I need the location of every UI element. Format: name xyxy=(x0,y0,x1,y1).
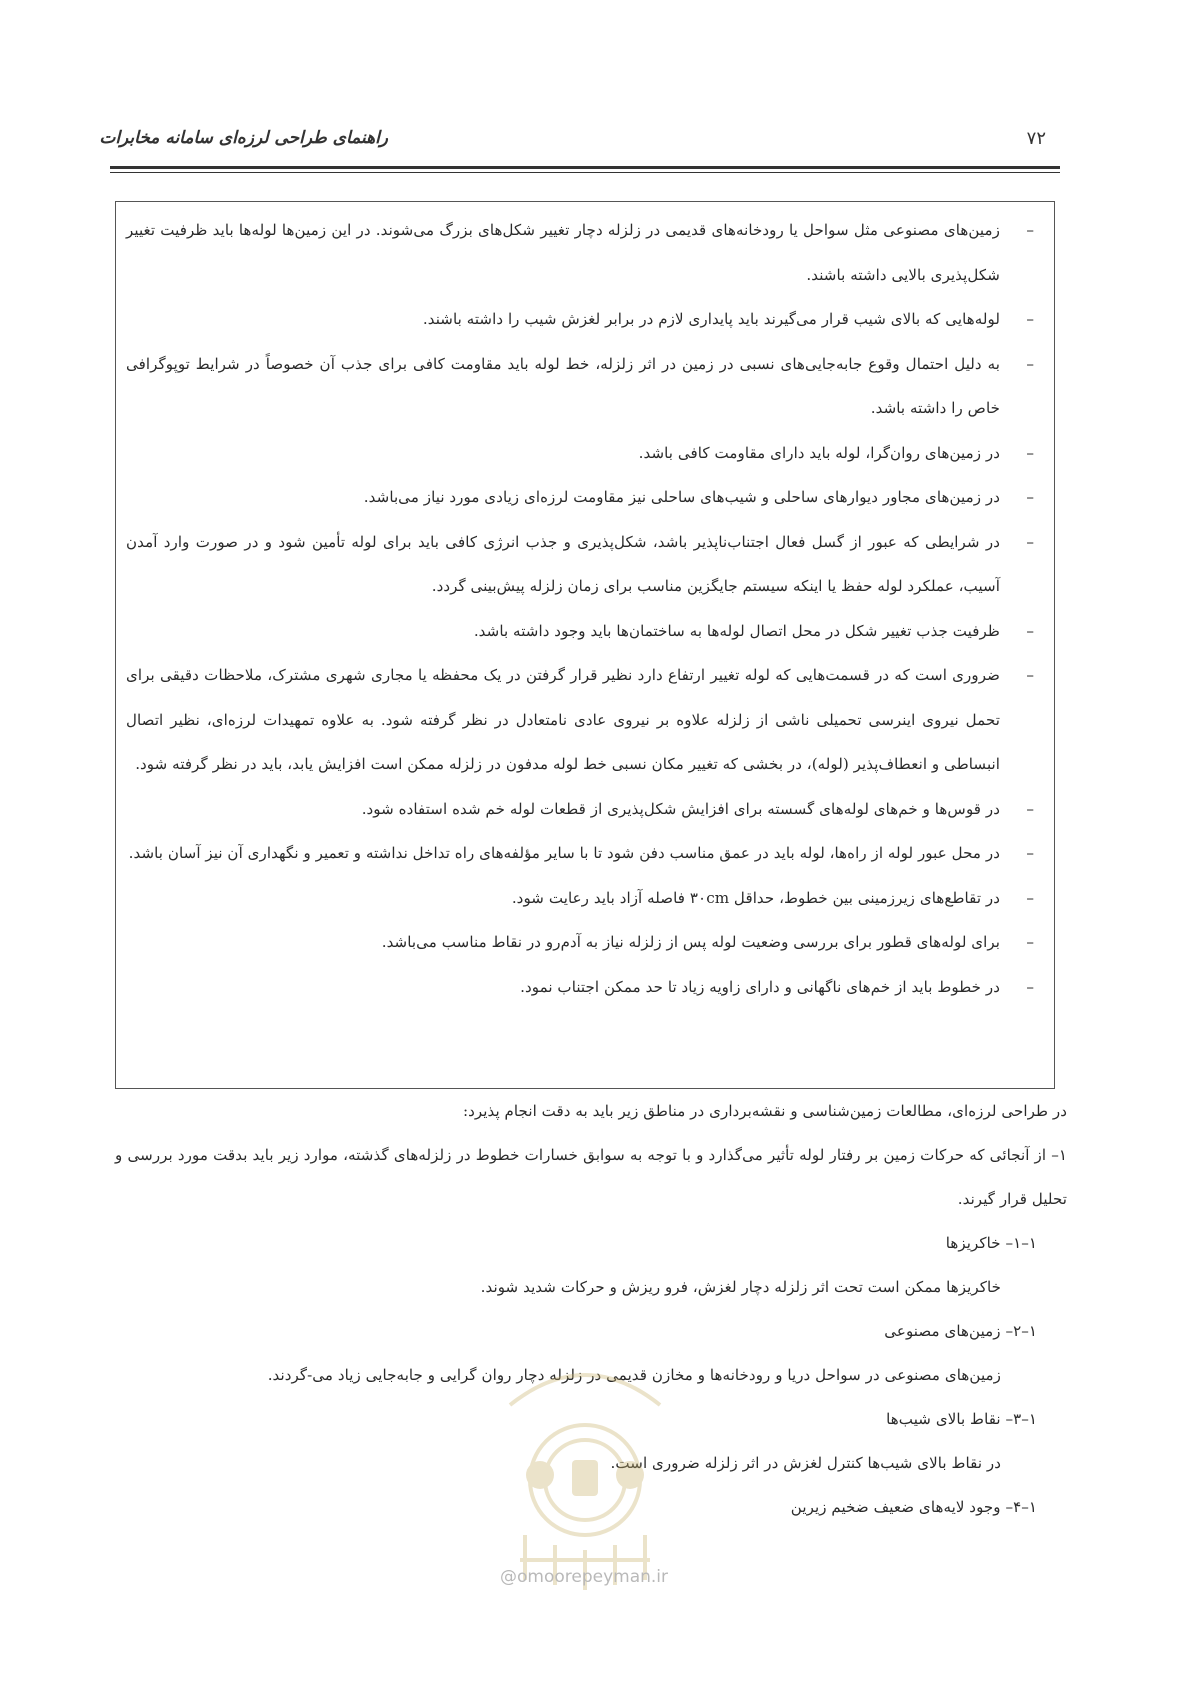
list-item: – زمین‌های مصنوعی مثل سواحل یا رودخانه‌های قدیمی در زلزله دچار تغییر شکل‌های بزرگ می‌شوند. در این زمین‌ها لوله‌ها باید ظرفیت تغییر شکل‌پذیری بالایی داشته باشند. xyxy=(126,208,1042,297)
watermark-url: @omoorepeyman.ir xyxy=(500,1567,669,1587)
dash-bullet: – xyxy=(1026,799,1034,818)
list-item: – در خطوط باید از خم‌های ناگهانی و دارای زاویه زیاد تا حد ممکن اجتناب نمود. xyxy=(126,965,1042,1010)
intro-paragraph: در طراحی لرزه‌ای، مطالعات زمین‌شناسی و نقشه‌برداری در مناطق زیر باید به دقت انجام پذیرد: xyxy=(463,1102,1067,1120)
subsection-heading: ۱–۳– نقاط بالای شیب‌ها xyxy=(886,1410,1037,1428)
dash-bullet: – xyxy=(1026,977,1034,996)
subsection-heading: ۱–۲– زمین‌های مصنوعی xyxy=(884,1322,1037,1340)
list-item: – در قوس‌ها و خم‌های لوله‌های گسسته برای افزایش شکل‌پذیری از قطعات لوله خم شده استفاده شود. xyxy=(126,787,1042,832)
dash-bullet: – xyxy=(1026,221,1034,239)
requirements-box xyxy=(115,201,1055,1089)
subsection-heading: ۱–۴– وجود لایه‌های ضعیف ضخیم زیرین xyxy=(790,1498,1037,1516)
subsection-heading: ۱–۱– خاکریزها xyxy=(945,1234,1037,1252)
dash-bullet: – xyxy=(1026,621,1034,640)
list-item: – در زمین‌های مجاور دیوارهای ساحلی و شیب‌های ساحلی نیز مقاومت لرزه‌ای زیادی مورد نیاز می‌باشد. xyxy=(126,475,1042,520)
page-header xyxy=(99,118,1058,149)
header-rule-thick xyxy=(110,166,1060,169)
dash-bullet: – xyxy=(1026,666,1034,684)
dash-bullet: – xyxy=(1026,844,1034,862)
list-item: – در محل عبور لوله از راه‌ها، لوله باید در عمق مناسب دفن شود تا با سایر مؤلفه‌های راه تداخل نداشته و تعمیر و نگهداری آن نیز آسان باشد. xyxy=(126,831,1042,876)
list-item: – در تقاطع‌های زیرزمینی بین خطوط، حداقل ۳۰cm فاصله آزاد باید رعایت شود. xyxy=(126,876,1042,921)
list-item: – در شرایطی که عبور از گسل فعال اجتناب‌ناپذیر باشد، شکل‌پذیری و جذب انرژی کافی باید برای لوله تأمین شود و در صورت وارد آمدن آسیب، عملکرد لوله حفظ یا اینکه سیستم جایگزین مناسب برای زمان زلزله پیش‌بینی گردد. xyxy=(126,520,1042,609)
requirements-list xyxy=(126,208,1042,1009)
dash-bullet: – xyxy=(1026,532,1034,551)
dash-bullet: – xyxy=(1026,933,1034,951)
subsection-text: خاکریزها ممکن است تحت اثر زلزله دچار لغزش، فرو ریزش و حرکات شدید شوند. xyxy=(480,1278,1001,1296)
list-item: – ضروری است که در قسمت‌هایی که لوله تغییر ارتفاع دارد نظیر قرار گرفتن در یک محفظه یا مجاری شهری مشترک، ملاحظات دقیقی برای تحمل نیروی اینرسی تحمیلی ناشی از زلزله علاوه بر نیروی عادی نامتعادل در نظر گرفته شود. به علاوه تمهیدات لرزه‌ای، نظیر اتصال انبساطی و انعطاف‌پذیر (لوله)، در بخشی که تغییر مکان نسبی خط لوله مدفون در زلزله ممکن است افزایش یابد، باید در نظر گرفته شود. xyxy=(126,653,1042,787)
dash-bullet: – xyxy=(1026,443,1034,462)
list-item: – ظرفیت جذب تغییر شکل در محل اتصال لوله‌ها به ساختمان‌ها باید وجود داشته باشد. xyxy=(126,609,1042,654)
list-item: – برای لوله‌های قطور برای بررسی وضعیت لوله پس از زلزله نیاز به آدم‌رو در نقاط مناسب می‌باشد. xyxy=(126,920,1042,965)
subsection-text: در نقاط بالای شیب‌ها کنترل لغزش در اثر زلزله ضروری است. xyxy=(610,1454,1001,1472)
dash-bullet: – xyxy=(1026,310,1034,328)
numbered-item-1: ۱– از آنجائی که حرکات زمین بر رفتار لوله تأثیر می‌گذارد و با توجه به سوابق خسارات خطوط در زلزله‌های گذشته، موارد زیر باید بدقت مورد بررسی و تحلیل قرار گیرند. xyxy=(115,1146,1067,1208)
list-item: – به دلیل احتمال وقوع جابه‌جایی‌های نسبی در زمین در اثر زلزله، خط لوله باید مقاومت کافی برای جذب آن خصوصاً در شرایط توپوگرافی خاص را داشته باشد. xyxy=(126,342,1042,431)
subsection-text: زمین‌های مصنوعی در سواحل دریا و رودخانه‌ها و مخازن قدیمی در زلزله دچار روان گرایی و جابه‌جایی زیاد می-گردند. xyxy=(267,1366,1001,1384)
page-number: ۷۲ xyxy=(1026,128,1046,149)
list-item: – لوله‌هایی که بالای شیب قرار می‌گیرند باید پایداری لازم در برابر لغزش شیب را داشته باشند. xyxy=(126,297,1042,342)
book-title: راهنمای طراحی لرزه‌ای سامانه مخابرات xyxy=(99,128,388,148)
list-item: – در زمین‌های روان‌گرا، لوله باید دارای مقاومت کافی باشد. xyxy=(126,431,1042,476)
body-text xyxy=(115,1089,1067,1529)
header-rule-thin xyxy=(110,172,1060,173)
dash-bullet: – xyxy=(1026,888,1034,907)
dash-bullet: – xyxy=(1026,354,1034,373)
dash-bullet: – xyxy=(1026,488,1034,506)
